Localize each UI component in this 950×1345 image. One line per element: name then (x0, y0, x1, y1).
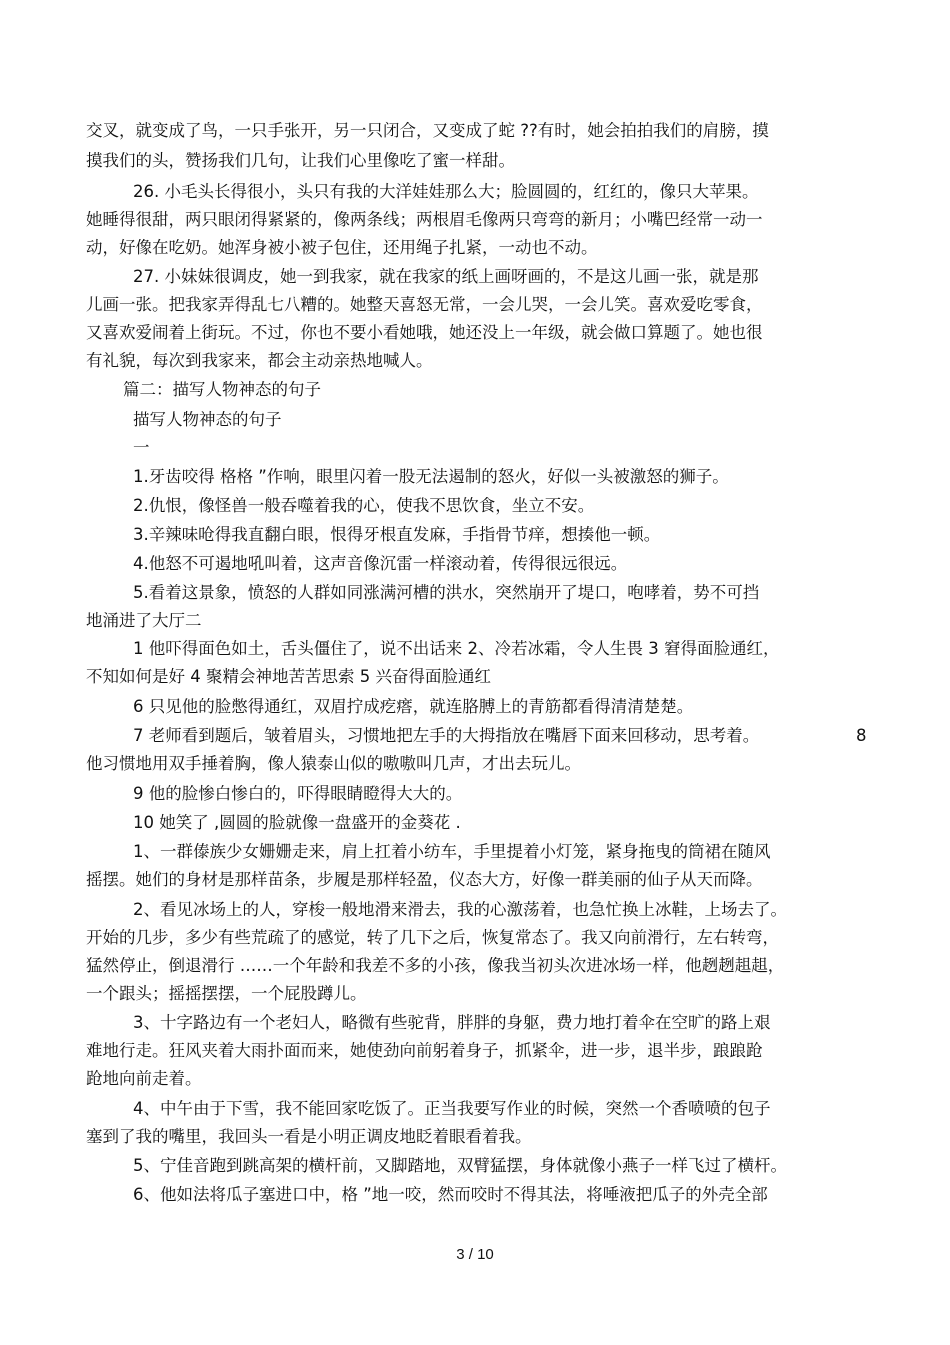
text-line: 1、一群傣族少女姗姗走来，肩上扛着小纺车，手里提着小灯笼，紧身拖曳的筒裙在随风 (133, 842, 771, 861)
text-line: 9 他的脸惨白惨白的，吓得眼睛瞪得大大的。 (133, 784, 463, 803)
text-line: 26. 小毛头长得很小，头只有我的大洋娃娃那么大；脸圆圆的，红红的，像只大苹果。 (133, 182, 759, 201)
text-line: 开始的几步，多少有些荒疏了的感觉，转了几下之后，恢复常态了。我又向前滑行，左右转弯， (86, 928, 779, 947)
text-line: 27. 小妹妹很调皮，她一到我家，就在我家的纸上画呀画的，不是这儿画一张，就是那 (133, 267, 759, 286)
text-line: 猛然停止，倒退滑行 ……一个年龄和我差不多的小孩，像我当初头次进冰场一样，他趔趔趄趄， (86, 956, 785, 975)
text-line: 1.牙齿咬得 格格 ”作响，眼里闪着一股无法遏制的怒火，好似一头被激怒的狮子。 (133, 467, 729, 486)
text-line: 2、看见冰场上的人，穿梭一般地滑来滑去，我的心激荡着，也急忙换上冰鞋，上场去了。 (133, 900, 787, 919)
text-line: 塞到了我的嘴里，我回头一看是小明正调皮地眨着眼看着我。 (86, 1127, 532, 1146)
text-line: 4、中午由于下雪，我不能回家吃饭了。正当我要写作业的时候，突然一个香喷喷的包子 (133, 1099, 771, 1118)
text-line: 摇摆。她们的身材是那样苗条，步履是那样轻盈，仪态大方，好像一群美丽的仙子从天而降。 (86, 870, 763, 889)
text-line: 4.他怒不可遏地吼叫着，这声音像沉雷一样滚动着，传得很远很远。 (133, 554, 628, 573)
text-line: 6 只见他的脸憋得通红，双眉拧成疙瘩，就连胳膊上的青筋都看得清清楚楚。 (133, 697, 694, 716)
text-line: 有礼貌，每次到我家来，都会主动亲热地喊人。 (86, 351, 433, 370)
text-line: 1 他吓得面色如土，舌头僵住了，说不出话来 2、冷若冰霜，令人生畏 3 窘得面脸通红， (133, 639, 780, 658)
text-line: 难地行走。狂风夹着大雨扑面而来，她使劲向前躬着身子，抓紧伞，进一步，退半步，踉踉跄 (86, 1041, 763, 1060)
page-number: 3 / 10 (456, 1246, 494, 1263)
text-line: 不知如何是好 4 聚精会神地苦苦思索 5 兴奋得面脸通红 (86, 667, 491, 686)
text-line: 儿画一张。把我家弄得乱七八糟的。她整天喜怒无常，一会儿哭，一会儿笑。喜欢爱吃零食， (86, 295, 763, 314)
text-line: 动，好像在吃奶。她浑身被小被子包住，还用绳子扎紧，一动也不动。 (86, 238, 598, 257)
text-line: 摸我们的头，赞扬我们几句，让我们心里像吃了蜜一样甜。 (86, 151, 515, 170)
text-line: 5.看着这景象，愤怒的人群如同涨满河槽的洪水，突然崩开了堤口，咆哮着，势不可挡 (133, 583, 760, 602)
text-line: 6、他如法将瓜子塞进口中，格 ”地一咬，然而咬时不得其法，将唾液把瓜子的外壳全部 (133, 1185, 768, 1204)
text-line: 2.仇恨，像怪兽一般吞噬着我的心，使我不思饮食，坐立不安。 (133, 496, 595, 515)
subheading: 描写人物神态的句子 (133, 410, 282, 429)
text-line: 地涌进了大厅二 (86, 611, 202, 630)
text-line: 她睡得很甜，两只眼闭得紧紧的，像两条线；两根眉毛像两只弯弯的新月；小嘴巴经常一动一 (86, 210, 763, 229)
section-marker: 一 (133, 438, 150, 457)
text-line: 跄地向前走着。 (86, 1069, 202, 1088)
text-line: 3.辛辣味呛得我直翻白眼，恨得牙根直发麻，手指骨节痒，想揍他一顿。 (133, 525, 661, 544)
text-line: 他习惯地用双手捶着胸，像人猿泰山似的嗷嗷叫几声，才出去玩儿。 (86, 754, 581, 773)
text-line: 10 她笑了 ,圆圆的脸就像一盘盛开的金葵花 . (133, 813, 461, 832)
text-line: 又喜欢爱闹着上街玩。不过，你也不要小看她哦，她还没上一年级，就会做口算题了。她也很 (86, 323, 763, 342)
stray-number: 8 (856, 726, 867, 745)
text-line: 5、宁佳音跑到跳高架的横杆前，又脚踏地，双臂猛摆，身体就像小燕子一样飞过了横杆。 (133, 1156, 787, 1175)
section-heading: 篇二：描写人物神态的句子 (123, 380, 321, 399)
text-line: 3、十字路边有一个老妇人，略微有些驼背，胖胖的身躯，费力地打着伞在空旷的路上艰 (133, 1013, 771, 1032)
text-line: 交叉，就变成了鸟，一只手张开，另一只闭合，又变成了蛇 ??有时，她会拍拍我们的肩膀，摸 (86, 121, 769, 140)
text-line: 7 老师看到题后，皱着眉头，习惯地把左手的大拇指放在嘴唇下面来回移动，思考着。 (133, 726, 760, 745)
text-line: 一个跟头；摇摇摆摆，一个屁股蹲儿。 (86, 984, 367, 1003)
